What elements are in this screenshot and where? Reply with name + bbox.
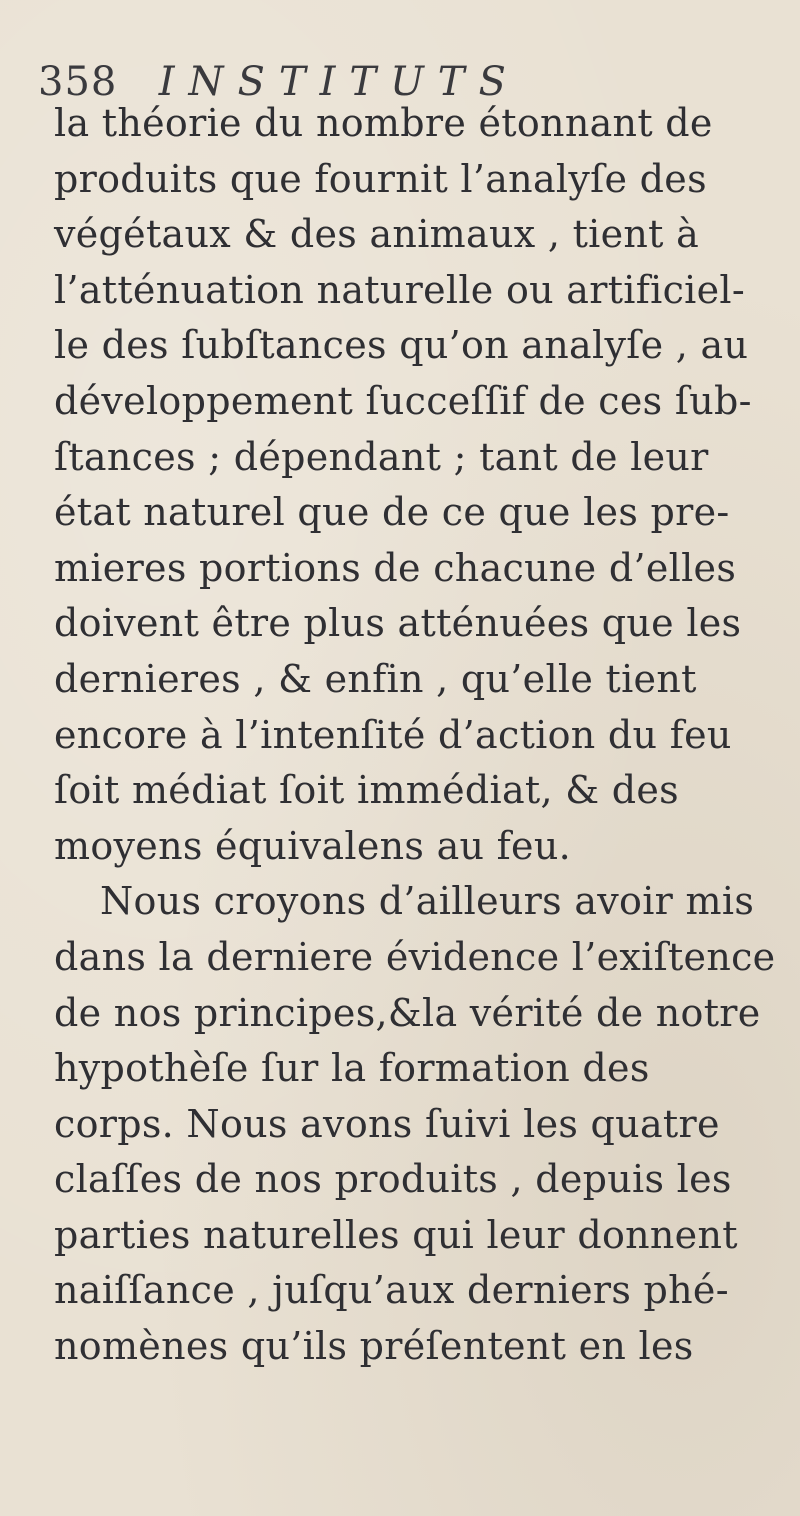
text-line: développement ſucceſſif de ces ſub- <box>54 378 752 423</box>
text-line: parties naturelles qui leur donnent <box>54 1212 738 1257</box>
text-line: la théorie du nombre étonnant de <box>54 101 713 145</box>
text-line: l’atténuation naturelle ou artificiel- <box>54 267 745 312</box>
text-line: dans la derniere évidence l’exiſtence <box>54 934 776 979</box>
text-line: de nos principes,&la vérité de notre <box>54 990 761 1035</box>
text-line: nomènes qu’ils préſentent en les <box>54 1324 694 1369</box>
text-line: le des ſubſtances qu’on analyſe , au <box>54 323 749 368</box>
text-line: doivent être plus atténuées que les <box>54 601 742 646</box>
text-line: encore à l’intenſité d’action du feu <box>54 712 732 757</box>
text-line: ſoit médiat ſoit immédiat, & des <box>54 768 679 813</box>
text-line: ſtances ; dépendant ; tant de leur <box>54 434 709 479</box>
text-line: hypothèſe ſur la formation des <box>54 1046 650 1091</box>
text-line: claſſes de nos produits , depuis les <box>54 1157 732 1202</box>
text-line: état naturel que de ce que les pre- <box>54 490 730 535</box>
text-line: produits que fournit l’analyſe des <box>54 156 707 201</box>
text-line: dernieres , & enfin , qu’elle tient <box>54 656 697 701</box>
page-number: 358 <box>38 59 118 105</box>
running-title: INSTITUTS <box>158 59 520 105</box>
text-line: moyens équivalens au feu. <box>54 823 571 868</box>
text-line: mieres portions de chacune d’elles <box>54 545 737 590</box>
text-line: naiſſance , juſqu’aux derniers phé- <box>54 1268 729 1313</box>
body-text <box>54 96 774 1375</box>
paragraph-start-line: Nous croyons d’ailleurs avoir mis <box>100 879 755 924</box>
text-line: végétaux & des animaux , tient à <box>54 212 700 257</box>
text-line: corps. Nous avons ſuivi les quatre <box>54 1101 720 1146</box>
